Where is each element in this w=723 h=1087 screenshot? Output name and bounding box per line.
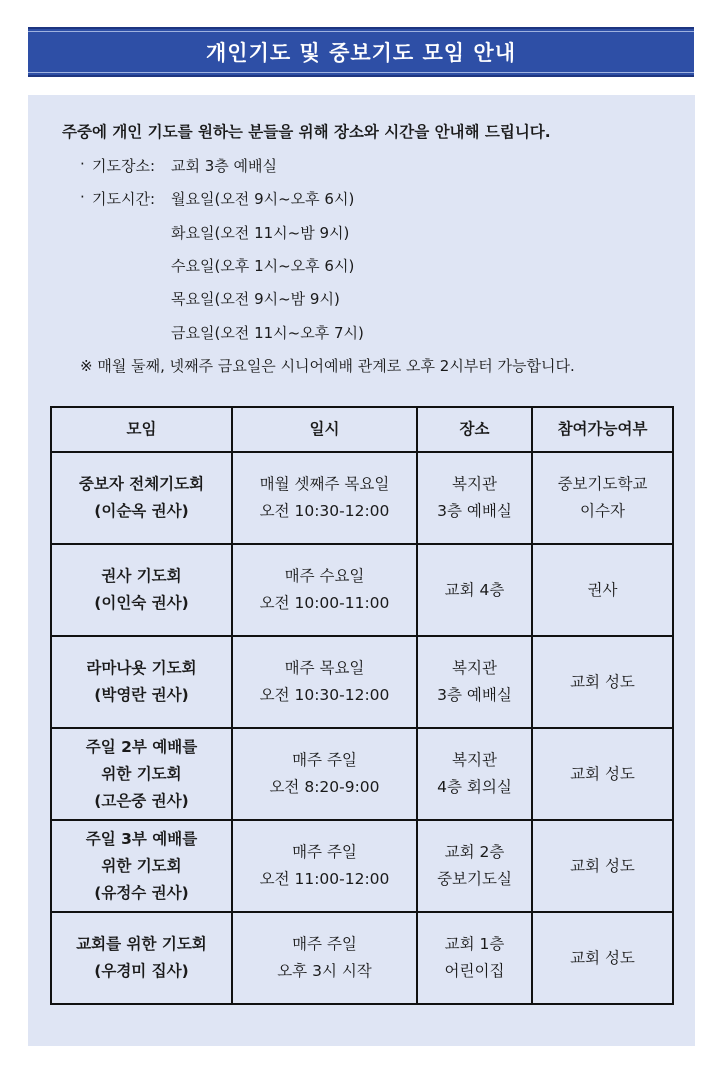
meeting-name-line: 주일 3부 예배를 bbox=[85, 829, 198, 848]
place-room: 어린이집 bbox=[444, 962, 505, 980]
datetime-day: 매월 셋째주 목요일 bbox=[259, 475, 390, 493]
time-thursday: 목요일(오전 9시~밤 9시) bbox=[171, 290, 340, 308]
meeting-place bbox=[417, 452, 532, 544]
table-row bbox=[51, 728, 673, 820]
friday-note: ※ 매월 둘째, 넷째주 금요일은 시니어예배 관계로 오후 2시부터 가능합니다. bbox=[80, 357, 575, 375]
meeting-name bbox=[51, 728, 232, 820]
meeting-leader: (이인숙 권사) bbox=[94, 594, 189, 612]
meeting-leader: (이순옥 권사) bbox=[94, 502, 189, 520]
intro-sentence: 주중에 개인 기도를 원하는 분들을 위해 장소와 시간을 안내해 드립니다. bbox=[62, 123, 551, 141]
time-label: 기도시간: bbox=[92, 190, 156, 208]
eligibility-line: 중보기도학교 bbox=[557, 475, 648, 493]
meeting-leader: (유정수 권사) bbox=[94, 883, 189, 902]
meeting-name bbox=[51, 636, 232, 728]
table-header-row bbox=[51, 407, 673, 452]
meeting-leader: (우경미 집사) bbox=[94, 962, 189, 980]
table-row bbox=[51, 452, 673, 544]
page-title: 개인기도 및 중보기도 모임 안내 bbox=[206, 41, 516, 65]
datetime-day: 매주 주일 bbox=[292, 935, 357, 953]
time-wednesday: 수요일(오후 1시~오후 6시) bbox=[171, 257, 355, 275]
meeting-leader: (박영란 권사) bbox=[94, 686, 189, 704]
meeting-name bbox=[51, 820, 232, 912]
place-building: 교회 2층 bbox=[444, 843, 505, 861]
meeting-place bbox=[417, 636, 532, 728]
meeting-name-line: 중보자 전체기도회 bbox=[78, 475, 205, 493]
datetime-time: 오후 3시 시작 bbox=[277, 962, 372, 980]
meeting-name bbox=[51, 544, 232, 636]
datetime-day: 매주 목요일 bbox=[284, 659, 365, 677]
eligibility-line: 교회 성도 bbox=[570, 948, 635, 967]
bullet-dot: · bbox=[80, 188, 85, 206]
meeting-name-line: 주일 2부 예배를 bbox=[85, 737, 198, 756]
meeting-place bbox=[417, 544, 532, 636]
datetime-time: 오전 10:00-11:00 bbox=[259, 594, 390, 612]
place-room: 3층 예배실 bbox=[437, 686, 512, 704]
meeting-eligibility bbox=[532, 544, 673, 636]
meeting-eligibility bbox=[532, 636, 673, 728]
header-eligibility: 참여가능여부 bbox=[532, 407, 673, 452]
meeting-eligibility bbox=[532, 820, 673, 912]
meeting-place bbox=[417, 912, 532, 1004]
place-building: 복지관 bbox=[452, 751, 497, 769]
place-room: 중보기도실 bbox=[437, 870, 512, 888]
eligibility-line: 교회 성도 bbox=[570, 672, 635, 691]
meeting-eligibility bbox=[532, 452, 673, 544]
table-row bbox=[51, 544, 673, 636]
table-row bbox=[51, 912, 673, 1004]
time-tuesday: 화요일(오전 11시~밤 9시) bbox=[171, 224, 350, 242]
header-place: 장소 bbox=[417, 407, 532, 452]
meeting-datetime bbox=[232, 728, 417, 820]
eligibility-line: 교회 성도 bbox=[570, 764, 635, 783]
time-monday: 월요일(오전 9시~오후 6시) bbox=[171, 190, 355, 208]
header-meeting: 모임 bbox=[51, 407, 232, 452]
meeting-place bbox=[417, 820, 532, 912]
place-building: 복지관 bbox=[452, 659, 497, 677]
meeting-name-line: 위한 기도회 bbox=[101, 764, 182, 783]
meeting-datetime bbox=[232, 820, 417, 912]
title-banner bbox=[28, 27, 694, 77]
eligibility-line: 교회 성도 bbox=[570, 856, 635, 875]
place-building: 교회 1층 bbox=[444, 935, 505, 953]
meeting-table bbox=[50, 406, 674, 1005]
meeting-name-line: 권사 기도회 bbox=[101, 567, 182, 585]
meeting-datetime bbox=[232, 452, 417, 544]
meeting-eligibility bbox=[532, 912, 673, 1004]
meeting-name bbox=[51, 452, 232, 544]
datetime-time: 오전 8:20-9:00 bbox=[269, 778, 380, 796]
eligibility-line: 이수자 bbox=[580, 502, 625, 520]
time-friday: 금요일(오전 11시~오후 7시) bbox=[171, 324, 364, 342]
meeting-name-line: 위한 기도회 bbox=[101, 856, 182, 875]
eligibility-line: 권사 bbox=[587, 580, 618, 599]
meeting-leader: (고은중 권사) bbox=[94, 791, 189, 810]
place-value: 교회 3층 예배실 bbox=[171, 157, 278, 175]
table-row bbox=[51, 636, 673, 728]
datetime-time: 오전 10:30-12:00 bbox=[259, 686, 390, 704]
datetime-day: 매주 주일 bbox=[292, 751, 357, 769]
header-datetime: 일시 bbox=[232, 407, 417, 452]
place-building: 교회 4층 bbox=[444, 580, 505, 599]
datetime-day: 매주 수요일 bbox=[284, 567, 365, 585]
datetime-time: 오전 11:00-12:00 bbox=[259, 870, 390, 888]
place-label: 기도장소: bbox=[92, 157, 156, 175]
table-row bbox=[51, 820, 673, 912]
meeting-name-line: 교회를 위한 기도회 bbox=[76, 935, 207, 953]
meeting-place bbox=[417, 728, 532, 820]
meeting-name-line: 라마나욧 기도회 bbox=[86, 659, 197, 677]
meeting-name bbox=[51, 912, 232, 1004]
meeting-eligibility bbox=[532, 728, 673, 820]
bullet-dot: · bbox=[80, 155, 85, 173]
datetime-day: 매주 주일 bbox=[292, 843, 357, 861]
meeting-datetime bbox=[232, 912, 417, 1004]
place-room: 4층 회의실 bbox=[437, 778, 512, 796]
meeting-datetime bbox=[232, 636, 417, 728]
place-room: 3층 예배실 bbox=[437, 502, 512, 520]
place-building: 복지관 bbox=[452, 475, 497, 493]
datetime-time: 오전 10:30-12:00 bbox=[259, 502, 390, 520]
meeting-datetime bbox=[232, 544, 417, 636]
